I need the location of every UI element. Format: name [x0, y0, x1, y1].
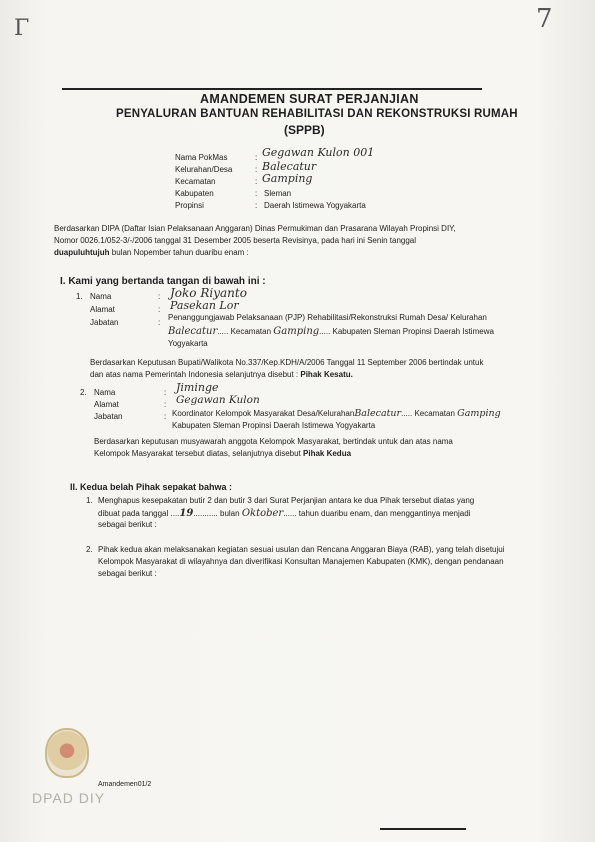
- intro-line3: duapuluhtujuh bulan Nopember tahun duaribu enam :: [54, 248, 249, 257]
- corner-mark-right: 7: [536, 4, 553, 34]
- party2-basis-line1: Berdasarkan keputusan musyawarah anggota Kelompok Masyarakat, bertindak untuk dan atas nama: [94, 437, 453, 446]
- party1-basis-line2: dan atas nama Pemerintah Indonesia selanjutnya disebut : Pihak Kesatu.: [90, 370, 353, 379]
- party1-alamat-label: Alamat: [90, 305, 115, 314]
- party2-jabatan-line1: Koordinator Kelompok Masyarakat Desa/KelurahanBalecatur..... Kecamatan Gamping: [172, 408, 501, 419]
- footer-rule: [380, 828, 466, 830]
- info-label-desa: Kelurahan/Desa: [175, 165, 233, 174]
- party2-jabatan-label: Jabatan: [94, 412, 123, 421]
- party1-alamat-value: Pasekan Lor: [170, 299, 239, 312]
- info-value-kecamatan: Gamping: [262, 172, 313, 185]
- party1-basis-line1: Berdasarkan Keputusan Bupati/Walikota No.337/Kep.KDH/A/2006 Tanggal 11 September 2006 bertindak untuk: [90, 358, 484, 367]
- intro-date-words: duapuluhtujuh: [54, 248, 110, 257]
- document-page: Γ 7 AMANDEMEN SURAT PERJANJIAN PENYALURAN BANTUAN REHABILITASI DAN REKONSTRUKSI RUMAH (SPPB) Nama PokMas Kelurahan/Desa Kecamatan Kabupaten Propinsi : : : : : Gegawan Kulon 001 Balecatur Gamping Sleman Daerah Istimewa Yogyakarta Berdasarkan DIPA (Daftar Isian Pelaksanaan Anggaran) Dinas Permukiman dan Prasarana Wilayah Propinsi DIY, Nomor 0026.1/052-3/-/2006 tanggal 31 Desember 2005 beserta Revisinya, pada hari ini Senin tanggal duapuluhtujuh bulan Nopember tahun duaribu enam : I. Kami yang bertanda tangan di bawah ini : 1. Nama : Joko Riyanto Alamat : Pasekan Lor Jabatan : Penanggungjawab Pelaksanaan (PJP) Rehabilitasi/Rekonstruksi Rumah Desa/ Kelurahan Balecatur..... Kecamatan Gamping..... Kabupaten Sleman Propinsi Daerah Istimewa Yogyakarta Berdasarkan Keputusan Bupati/Walikota No.337/Kep.KDH/A/2006 Tanggal 11 September 2006 bertindak untuk dan atas nama Pemerintah Indonesia selanjutnya disebut : Pihak Kesatu. 2. Nama : Jiminge Alamat : Gegawan Kulon Jabatan : Koordinator Kelompok Masyarakat Desa/KelurahanBalecatur..... Kecamatan Gamping Kabupaten Sleman Propinsi Daerah Istimewa Yogyakarta Berdasarkan keputusan musyawarah anggota Kelompok Masyarakat, bertindak untuk dan atas nama Kelompok Masyarakat tersebut diatas, selanjutnya disebut Pihak Kedua II. Kedua belah Pihak sepakat bahwa : 1. Menghapus kesepakatan butir 2 dan butir 3 dari Surat Perjanjian antara ke dua Pihak tersebut diatas yang dibuat pada tanggal ....19........... bulan Oktober...... tahun duaribu enam, dan menggantinya menjadi sebagai berikut : 2. Pihak kedua akan melaksanakan kegiatan sesuai usulan dan Rencana Anggaran Biaya (RAB), yang telah disetujui Kelompok Masyarakat di wilayahnya dan diverifikasi Konsultan Manajemen Kabupaten (KMK), dengan pendanaan sebagai berikut : Amandemen01/2 DPAD DIY: [0, 0, 595, 842]
- party1-nama-value: Joko Riyanto: [170, 286, 247, 300]
- info-label-pokmas: Nama PokMas: [175, 153, 228, 162]
- party2-nama-value: Jiminge: [176, 381, 219, 394]
- party1-desa-handwritten: Balecatur: [168, 326, 218, 337]
- title-line2: PENYALURAN BANTUAN REHABILITASI DAN REKONSTRUKSI RUMAH: [116, 108, 518, 120]
- item1-date-handwritten: 19: [179, 508, 194, 519]
- item2-line2: Kelompok Masyarakat di wilayahnya dan diverifikasi Konsultan Manajemen Kabupaten (KMK), dengan pendanaan: [98, 557, 504, 566]
- party1-number: 1.: [76, 292, 83, 301]
- footer-code: Amandemen01/2: [98, 781, 152, 788]
- government-seal-watermark: [45, 728, 89, 778]
- info-label-propinsi: Propinsi: [175, 201, 204, 210]
- party1-nama-label: Nama: [90, 292, 112, 301]
- item2-number: 2.: [86, 545, 93, 554]
- item1-number: 1.: [86, 496, 93, 505]
- item1-line3: sebagai berikut :: [98, 520, 157, 529]
- info-value-desa: Balecatur: [262, 160, 317, 173]
- party2-jabatan-line2: Kabupaten Sleman Propinsi Daerah Istimewa Yogyakarta: [172, 421, 376, 430]
- title-top-rule: [62, 88, 482, 90]
- party2-alamat-label: Alamat: [94, 400, 119, 409]
- corner-mark-left: Γ: [14, 16, 30, 41]
- party2-desa-handwritten: Balecatur: [354, 408, 402, 419]
- party1-jabatan-line3: Yogyakarta: [168, 339, 208, 348]
- info-label-kabupaten: Kabupaten: [175, 189, 214, 198]
- party1-kecamatan-handwritten: Gamping: [273, 326, 320, 337]
- party2-kecamatan-handwritten: Gamping: [457, 408, 501, 419]
- dpad-watermark: DPAD DIY: [32, 790, 106, 806]
- item2-line1: Pihak kedua akan melaksanakan kegiatan sesuai usulan dan Rencana Anggaran Biaya (RAB), yang telah disetujui: [98, 545, 505, 554]
- party2-number: 2.: [80, 388, 87, 397]
- info-value-pokmas: Gegawan Kulon 001: [262, 146, 375, 159]
- title-line3: (SPPB): [284, 123, 325, 137]
- party1-jabatan-label: Jabatan: [90, 318, 119, 327]
- intro-line2: Nomor 0026.1/052-3/-/2006 tanggal 31 Desember 2005 beserta Revisinya, pada hari ini Senin tanggal: [54, 236, 417, 245]
- title-line1: AMANDEMEN SURAT PERJANJIAN: [200, 92, 419, 106]
- party2-basis-line2: Kelompok Masyarakat tersebut diatas, selanjutnya disebut Pihak Kedua: [94, 449, 352, 458]
- party2-designation: Pihak Kedua: [303, 449, 352, 458]
- party2-nama-label: Nama: [94, 388, 116, 397]
- item1-line2: dibuat pada tanggal ....19........... bulan Oktober...... tahun duaribu enam, dan menggantinya menjadi: [98, 508, 471, 519]
- section1-heading: I. Kami yang bertanda tangan di bawah ini :: [60, 276, 266, 287]
- info-value-kabupaten: Sleman: [264, 189, 292, 198]
- party1-jabatan-line1: Penanggungjawab Pelaksanaan (PJP) Rehabilitasi/Rekonstruksi Rumah Desa/ Kelurahan: [168, 313, 487, 322]
- info-label-kecamatan: Kecamatan: [175, 177, 216, 186]
- intro-line1: Berdasarkan DIPA (Daftar Isian Pelaksanaan Anggaran) Dinas Permukiman dan Prasarana Wilayah Propinsi DIY,: [54, 224, 456, 233]
- info-value-propinsi: Daerah Istimewa Yogyakarta: [264, 201, 366, 210]
- item1-line1: Menghapus kesepakatan butir 2 dan butir 3 dari Surat Perjanjian antara ke dua Pihak tersebut diatas yang: [98, 496, 475, 505]
- party1-designation: Pihak Kesatu.: [300, 370, 353, 379]
- item2-line3: sebagai berikut :: [98, 569, 157, 578]
- section2-heading: II. Kedua belah Pihak sepakat bahwa :: [70, 482, 233, 492]
- party1-jabatan-line2: Balecatur..... Kecamatan Gamping..... Kabupaten Sleman Propinsi Daerah Istimewa: [168, 326, 494, 337]
- party2-alamat-value: Gegawan Kulon: [176, 394, 260, 406]
- item1-month-handwritten: Oktober: [241, 508, 284, 519]
